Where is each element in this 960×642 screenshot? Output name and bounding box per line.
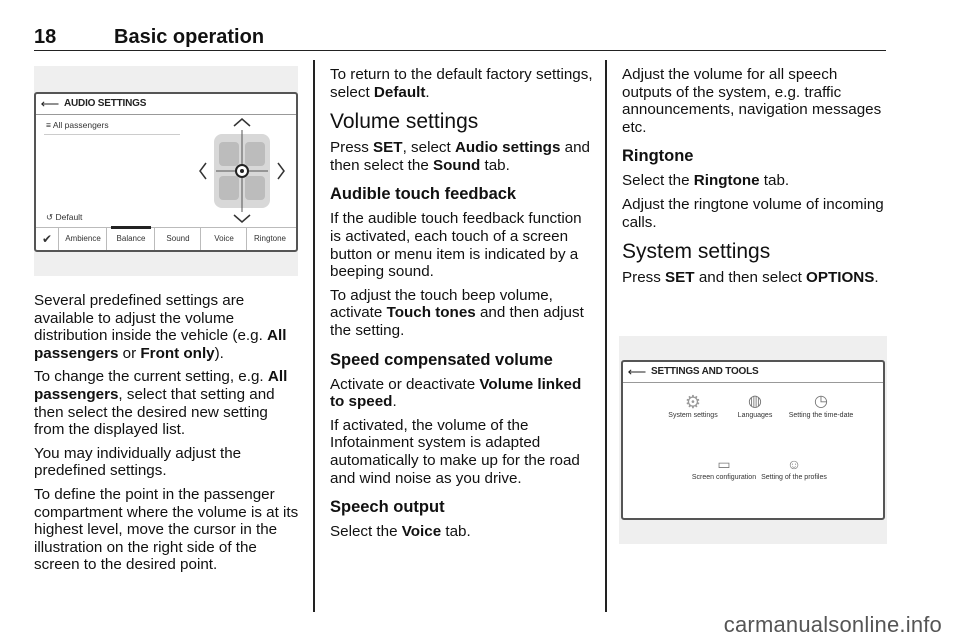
page-header <box>34 28 886 51</box>
screen-icon: ▭ <box>717 456 731 472</box>
item-profiles[interactable]: ☺ Setting of the profiles <box>757 454 831 481</box>
left-chevron-icon <box>200 163 206 179</box>
preset-divider <box>44 134 180 135</box>
balance-cursor-dot <box>240 169 244 173</box>
settings-tools-screen <box>621 360 885 520</box>
seat-front-right <box>245 142 265 166</box>
column-3-text <box>622 66 888 293</box>
para-press-set: Press SET, select Audio settings and then select the Sound tab. <box>330 139 590 174</box>
column-divider-2 <box>605 60 607 612</box>
para-change-setting: To change the current setting, e.g. All passengers, select that setting and then select the desired new setting from the displayed list. <box>34 368 288 439</box>
tab-balance[interactable]: Balance <box>106 228 155 250</box>
para-audible: If the audible touch feedback function is activated, each touch of a screen button or menu item is indicated by a beeping sound. <box>330 210 582 281</box>
tab-sound[interactable]: Sound <box>154 228 201 250</box>
seat-rear-left <box>219 176 239 200</box>
heading-volume-settings: Volume settings <box>330 110 479 134</box>
globe-icon: ◍ <box>748 393 762 410</box>
site-watermark: carmanualsonline.info <box>723 612 942 637</box>
audio-settings-screen <box>34 92 298 252</box>
audio-tabs <box>36 227 296 250</box>
column-1-text <box>34 292 300 580</box>
seat-front-left <box>219 142 239 166</box>
back-arrow-icon[interactable]: ⟵ <box>40 96 60 111</box>
column-divider-1 <box>313 60 315 612</box>
para-adapted: If activated, the volume of the Infotainment system is adapted automatically to make up for the road and wind noise as you drive. <box>330 416 580 487</box>
heading-speech-output: Speech output <box>330 498 445 517</box>
undo-icon: ↺ <box>46 212 56 222</box>
para-default: To return to the default factory settings, select Default. <box>330 66 593 101</box>
check-icon[interactable]: ✔ <box>41 232 53 246</box>
para-ringtone-tab: Select the Ringtone tab. <box>622 172 790 190</box>
gears-icon: ⚙ <box>684 392 702 412</box>
clock-calendar-icon: ◷ <box>814 393 828 410</box>
preset-label: All passengers <box>52 120 109 130</box>
right-chevron-icon <box>278 163 284 179</box>
up-chevron-icon <box>234 119 250 126</box>
page-number: 18 <box>34 26 57 48</box>
settings-tools-title: SETTINGS AND TOOLS <box>651 366 759 377</box>
audio-settings-title: AUDIO SETTINGS <box>64 98 147 109</box>
item-time-date[interactable]: ◷ Setting the time-date <box>783 392 859 419</box>
para-cursor: To define the point in the passenger compartment where the volume is at its highest level, move the cursor in the illustration on the right side of the screen to the desired point. <box>34 485 299 574</box>
heading-speed-volume: Speed compensated volume <box>330 350 553 369</box>
seat-rear-right <box>245 176 265 200</box>
back-arrow-icon[interactable]: ⟵ <box>627 364 647 379</box>
column-2-text <box>330 66 596 547</box>
heading-ringtone: Ringtone <box>622 147 694 166</box>
down-chevron-icon <box>234 215 250 222</box>
tab-ringtone[interactable]: Ringtone <box>246 228 293 250</box>
para-options: Press SET and then select OPTIONS. <box>622 269 879 287</box>
item-screen-configuration[interactable]: ▭ Screen configuration <box>689 454 759 481</box>
menu-lines-icon: ≡ <box>46 120 53 130</box>
para-speech-volume: Adjust the volume for all speech outputs of the system, e.g. traffic announcements, navigation messages etc. <box>622 66 882 136</box>
item-languages[interactable]: ◍ Languages <box>727 392 783 419</box>
profile-icon: ☺ <box>786 456 802 472</box>
para-voice-tab: Select the Voice tab. <box>330 523 471 541</box>
para-predefined: Several predefined settings are available to adjust the volume distribution inside the vehicle (e.g. All passengers or Front only). <box>34 292 287 362</box>
para-touch-tones: To adjust the touch beep volume, activate Touch tones and then adjust the setting. <box>330 286 584 339</box>
preset-row[interactable] <box>46 120 109 130</box>
default-label: Default <box>55 212 83 222</box>
default-row[interactable] <box>46 212 82 223</box>
tab-voice[interactable]: Voice <box>200 228 247 250</box>
audio-settings-illustration <box>34 66 298 276</box>
para-adjust: You may individually adjust the predefined settings. <box>34 444 242 480</box>
para-ringtone-volume: Adjust the ringtone volume of incoming calls. <box>622 195 884 231</box>
para-volume-linked: Activate or deactivate Volume linked to speed. <box>330 375 582 411</box>
heading-system-settings: System settings <box>622 240 771 264</box>
seat-balance-map[interactable] <box>196 116 288 226</box>
heading-audible-touch: Audible touch feedback <box>330 185 517 204</box>
item-system-settings[interactable]: ⚙ System settings <box>663 392 723 419</box>
settings-tools-illustration <box>619 336 887 544</box>
tab-ambience[interactable]: Ambience <box>58 228 107 250</box>
page-title: Basic operation <box>114 26 265 48</box>
